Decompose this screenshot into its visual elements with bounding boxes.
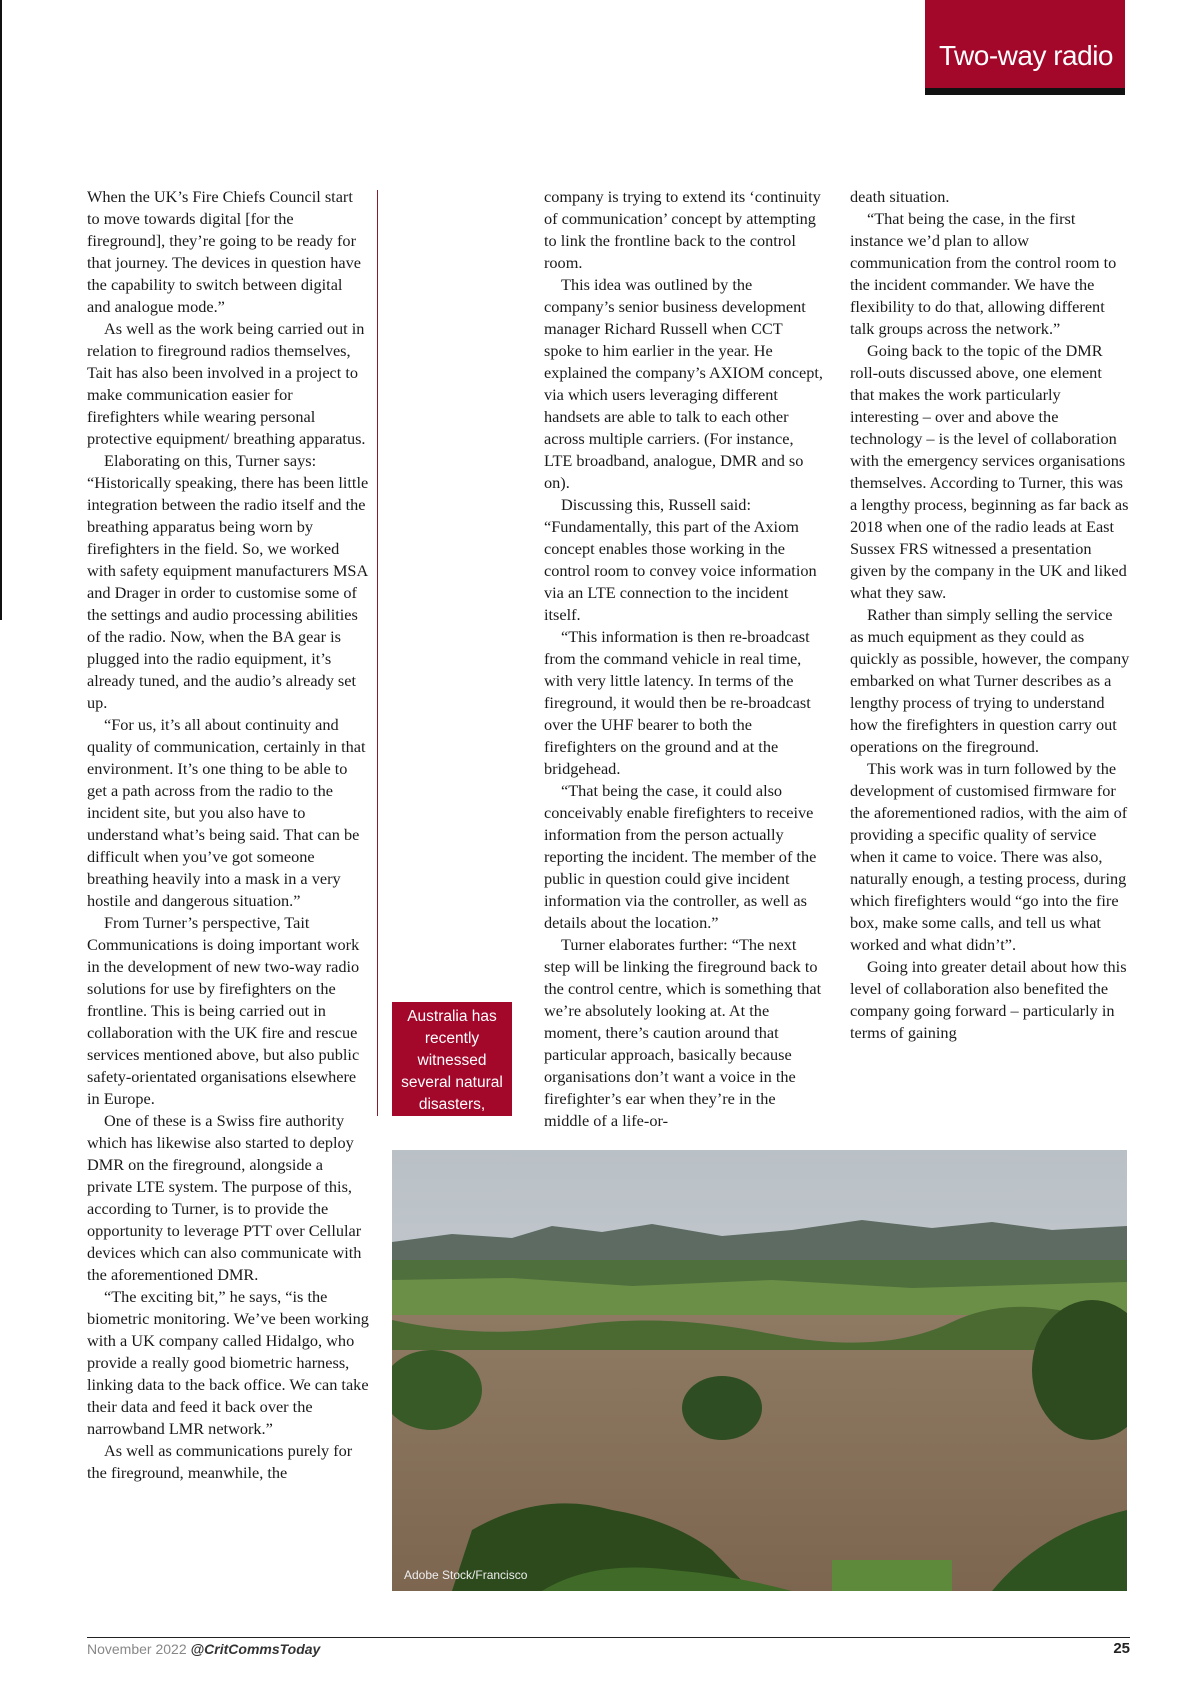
- section-label: Two-way radio: [938, 40, 1113, 71]
- page-number: 25: [1113, 1640, 1130, 1657]
- paragraph: As well as communications purely for the fireground, meanwhile, the: [87, 1441, 353, 1482]
- paragraph: As well as the work being carried out in relation to fireground radios themselves, Tait has also been involved in a project to make communication easier for firefighters while wearing personal protective equipment/ breathing apparatus.: [87, 319, 366, 448]
- paragraph: Elaborating on this, Turner says: “Historically speaking, there has been little integration between the radio itself and the breathing apparatus being worn by firefighters in the field. So, we worked with safety equipment manufacturers MSA and Drager in order to customise some of the settings and audio processing abilities of the radio. Now, when the BA gear is plugged into the radio equipment, it’s already tuned, and the audio’s already set up.: [87, 451, 369, 712]
- footer-date: November 2022: [87, 1641, 187, 1657]
- paragraph: death situation.: [850, 187, 950, 206]
- pull-quote: Australia has recently witnessed several natural disasters, including floods: [392, 1002, 512, 1116]
- paragraph: company is trying to extend its ‘continuity of communication’ concept by attempting to link the frontline back to the control room.: [544, 187, 821, 272]
- flood-photo: [392, 1150, 1127, 1591]
- paragraph: “That being the case, it could also conceivably enable firefighters to receive information from the person actually reporting the incident. The member of the public in question could give incident information via the controller, as well as details about the location.”: [544, 781, 817, 932]
- section-tab: [925, 0, 1125, 95]
- article-column-1: [87, 186, 369, 1484]
- paragraph: “This information is then re-broadcast from the command vehicle in real time, with very little latency. In terms of the fireground, it would then be re-broadcast over the UHF bearer to both the firefighters on the ground and at the bridgehead.: [544, 627, 811, 778]
- paragraph: This idea was outlined by the company’s senior business development manager Richard Russell when CCT spoke to him earlier in the year. He explained the company’s AXIOM concept, via which users leveraging different handsets are able to talk to each other across multiple carriers. (For instance, LTE broadband, analogue, DMR and so on).: [544, 275, 823, 492]
- paragraph: “That being the case, in the first instance we’d plan to allow communication from the control room to the incident commander. We have the flexibility to do that, allowing different talk groups across the network.”: [850, 209, 1117, 338]
- paragraph: This work was in turn followed by the development of customised firmware for the aforementioned radios, with the aim of providing a specific quality of service when it came to voice. There was also, naturally enough, a testing process, during which firefighters would “go into the fire box, make some calls, and tell us what worked and what didn’t”.: [850, 759, 1128, 954]
- paragraph: Going into greater detail about how this level of collaboration also benefited the company going forward – particularly in terms of gaining: [850, 957, 1127, 1042]
- paragraph: “The exciting bit,” he says, “is the biometric monitoring. We’ve been working with a UK company called Hidalgo, who provide a really good biometric harness, linking data to the back office. We can take their data and feed it back over the narrowband LMR network.”: [87, 1287, 369, 1438]
- paragraph: “For us, it’s all about continuity and quality of communication, certainly in that environment. It’s one thing to be able to get a path across from the radio to the incident site, but you also have to understand what’s being said. That can be difficult when you’ve got someone breathing heavily into a mask in a very hostile and dangerous situation.”: [87, 715, 366, 910]
- paragraph: Discussing this, Russell said: “Fundamentally, this part of the Axiom concept enables those working in the control room to convey voice information via an LTE connection to the incident itself.: [544, 495, 817, 624]
- column-divider: [377, 190, 378, 1116]
- article-column-2: [544, 186, 823, 1132]
- paragraph: One of these is a Swiss fire authority which has likewise also started to deploy DMR on the fireground, alongside a private LTE system. The purpose of this, according to Turner, is to provide the opportunity to leverage PTT over Cellular devices which can also communicate with the aforementioned DMR.: [87, 1111, 362, 1284]
- article-column-3: [850, 186, 1130, 1044]
- paragraph: Going back to the topic of the DMR roll-outs discussed above, one element that makes the work particularly interesting – over and above the technology – is the level of collaboration with the emergency services organisations themselves. According to Turner, this was a lengthy process, beginning as far back as 2018 when one of the radio leads at East Sussex FRS witnessed a presentation given by the company in the UK and liked what they saw.: [850, 341, 1129, 602]
- photo-credit: Adobe Stock/Francisco: [404, 1568, 528, 1582]
- paragraph: Turner elaborates further: “The next step will be linking the fireground back to the control centre, which is something that we’re absolutely looking at. At the moment, there’s caution around that particular approach, basically because organisations don’t want a voice in the firefighter’s ear when they’re in the middle of a life-or-: [544, 935, 822, 1130]
- footer-rule: [87, 1637, 1130, 1638]
- paragraph: Rather than simply selling the service as much equipment as they could as quickly as possible, however, the company embarked on what Turner describes as a lengthy process of trying to understand how the firefighters in question carry out operations on the fireground.: [850, 605, 1130, 756]
- paragraph: From Turner’s perspective, Tait Communications is doing important work in the development of new two-way radio solutions for use by firefighters on the frontline. This is being carried out in collaboration with the UK fire and rescue services mentioned above, but also public safety-orientated organisations elsewhere in Europe.: [87, 913, 360, 1108]
- footer: [87, 1641, 320, 1657]
- paragraph: When the UK’s Fire Chiefs Council start to move towards digital [for the fireground], they’re going to be ready for that journey. The devices in question have the capability to switch between digital and analogue mode.”: [87, 187, 361, 316]
- footer-handle: @CritCommsToday: [190, 1641, 321, 1657]
- page-edge-rule: [0, 0, 2, 620]
